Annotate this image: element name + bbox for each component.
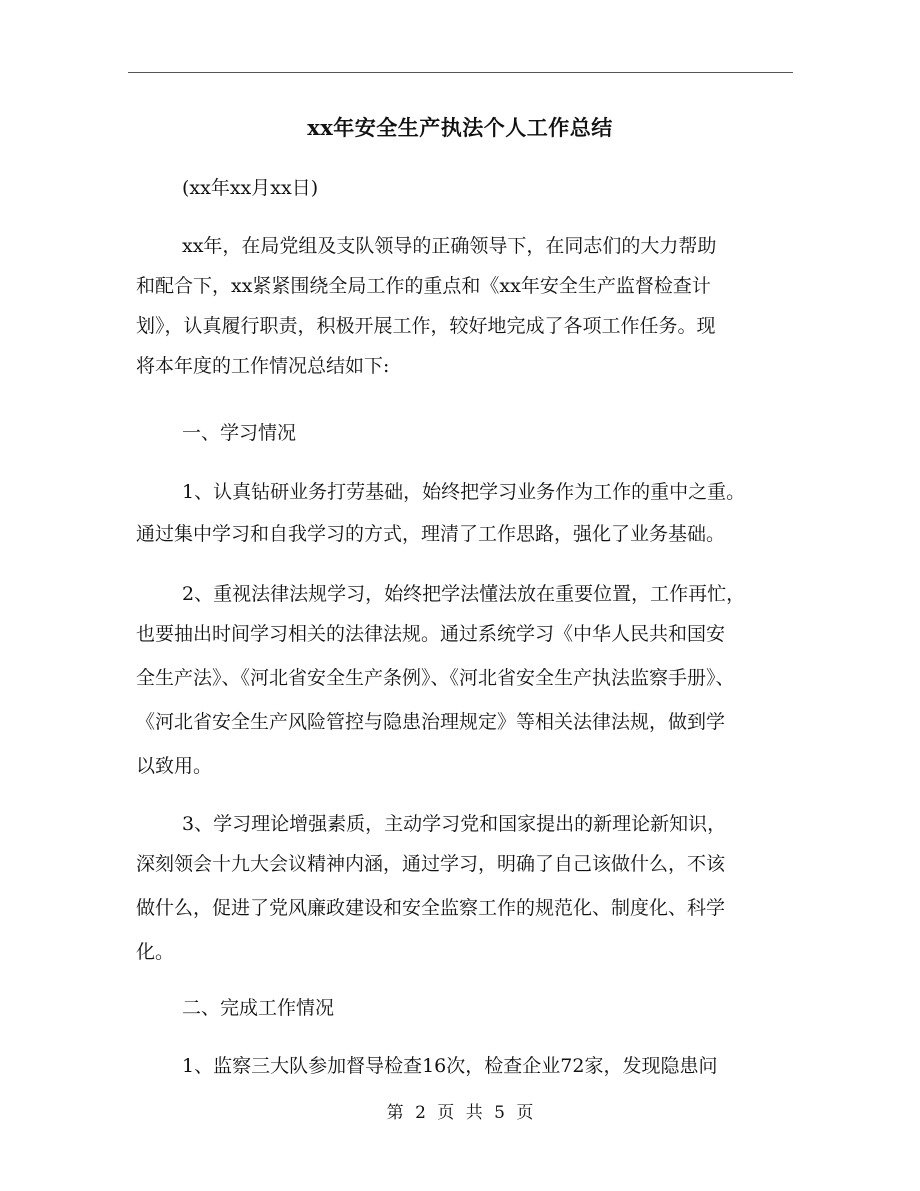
document-title: xx年安全生产执法个人工作总结 <box>307 115 613 140</box>
paragraph-line: 深刻领会十九大会议精神内涵，通过学习，明确了自己该做什么，不该 <box>136 853 726 875</box>
paragraph-line: 1、认真钻研业务打劳基础，始终把学习业务作为工作的重中之重。 <box>182 481 746 503</box>
date-line: (xx年xx月xx日) <box>182 177 319 199</box>
header-rule <box>128 72 793 73</box>
paragraph-line: 划》，认真履行职责，积极开展工作，较好地完成了各项工作任务。现 <box>136 315 716 337</box>
paragraph-line: 通过集中学习和自我学习的方式，理清了工作思路，强化了业务基础。 <box>136 523 726 545</box>
paragraph-line: 全生产法》、《河北省安全生产条例》、《河北省安全生产执法监察手册》、 <box>136 667 735 689</box>
paragraph-line: 也要抽出时间学习相关的法律法规。通过系统学习《中华人民共和国安 <box>136 623 726 645</box>
paragraph-line: 3、学习理论增强素质，主动学习党和国家提出的新理论新知识， <box>182 813 727 835</box>
paragraph-line: 1、监察三大队参加督导检查16次，检查企业72家，发现隐患问 <box>182 1055 718 1077</box>
section-heading: 二、完成工作情况 <box>182 997 335 1019</box>
paragraph-line: 化。 <box>136 941 175 963</box>
paragraph-line: 将本年度的工作情况总结如下: <box>136 355 390 377</box>
paragraph-line: 以致用。 <box>136 755 213 777</box>
paragraph-line: 做什么，促进了党风廉政建设和安全监察工作的规范化、制度化、科学 <box>136 897 726 919</box>
paragraph-line: xx年，在局党组及支队领导的正确领导下，在同志们的大力帮助 <box>182 235 717 257</box>
section-heading: 一、学习情况 <box>182 422 297 444</box>
page-number: 第 2 页 共 5 页 <box>386 1103 534 1123</box>
paragraph-line: 和配合下，xx紧紧围绕全局工作的重点和《xx年安全生产监督检查计 <box>136 275 711 297</box>
paragraph-line: 2、重视法律法规学习，始终把学法懂法放在重要位置，工作再忙， <box>182 583 746 605</box>
paragraph-line: 《河北省安全生产风险管控与隐患治理规定》等相关法律法规，做到学 <box>136 711 726 733</box>
